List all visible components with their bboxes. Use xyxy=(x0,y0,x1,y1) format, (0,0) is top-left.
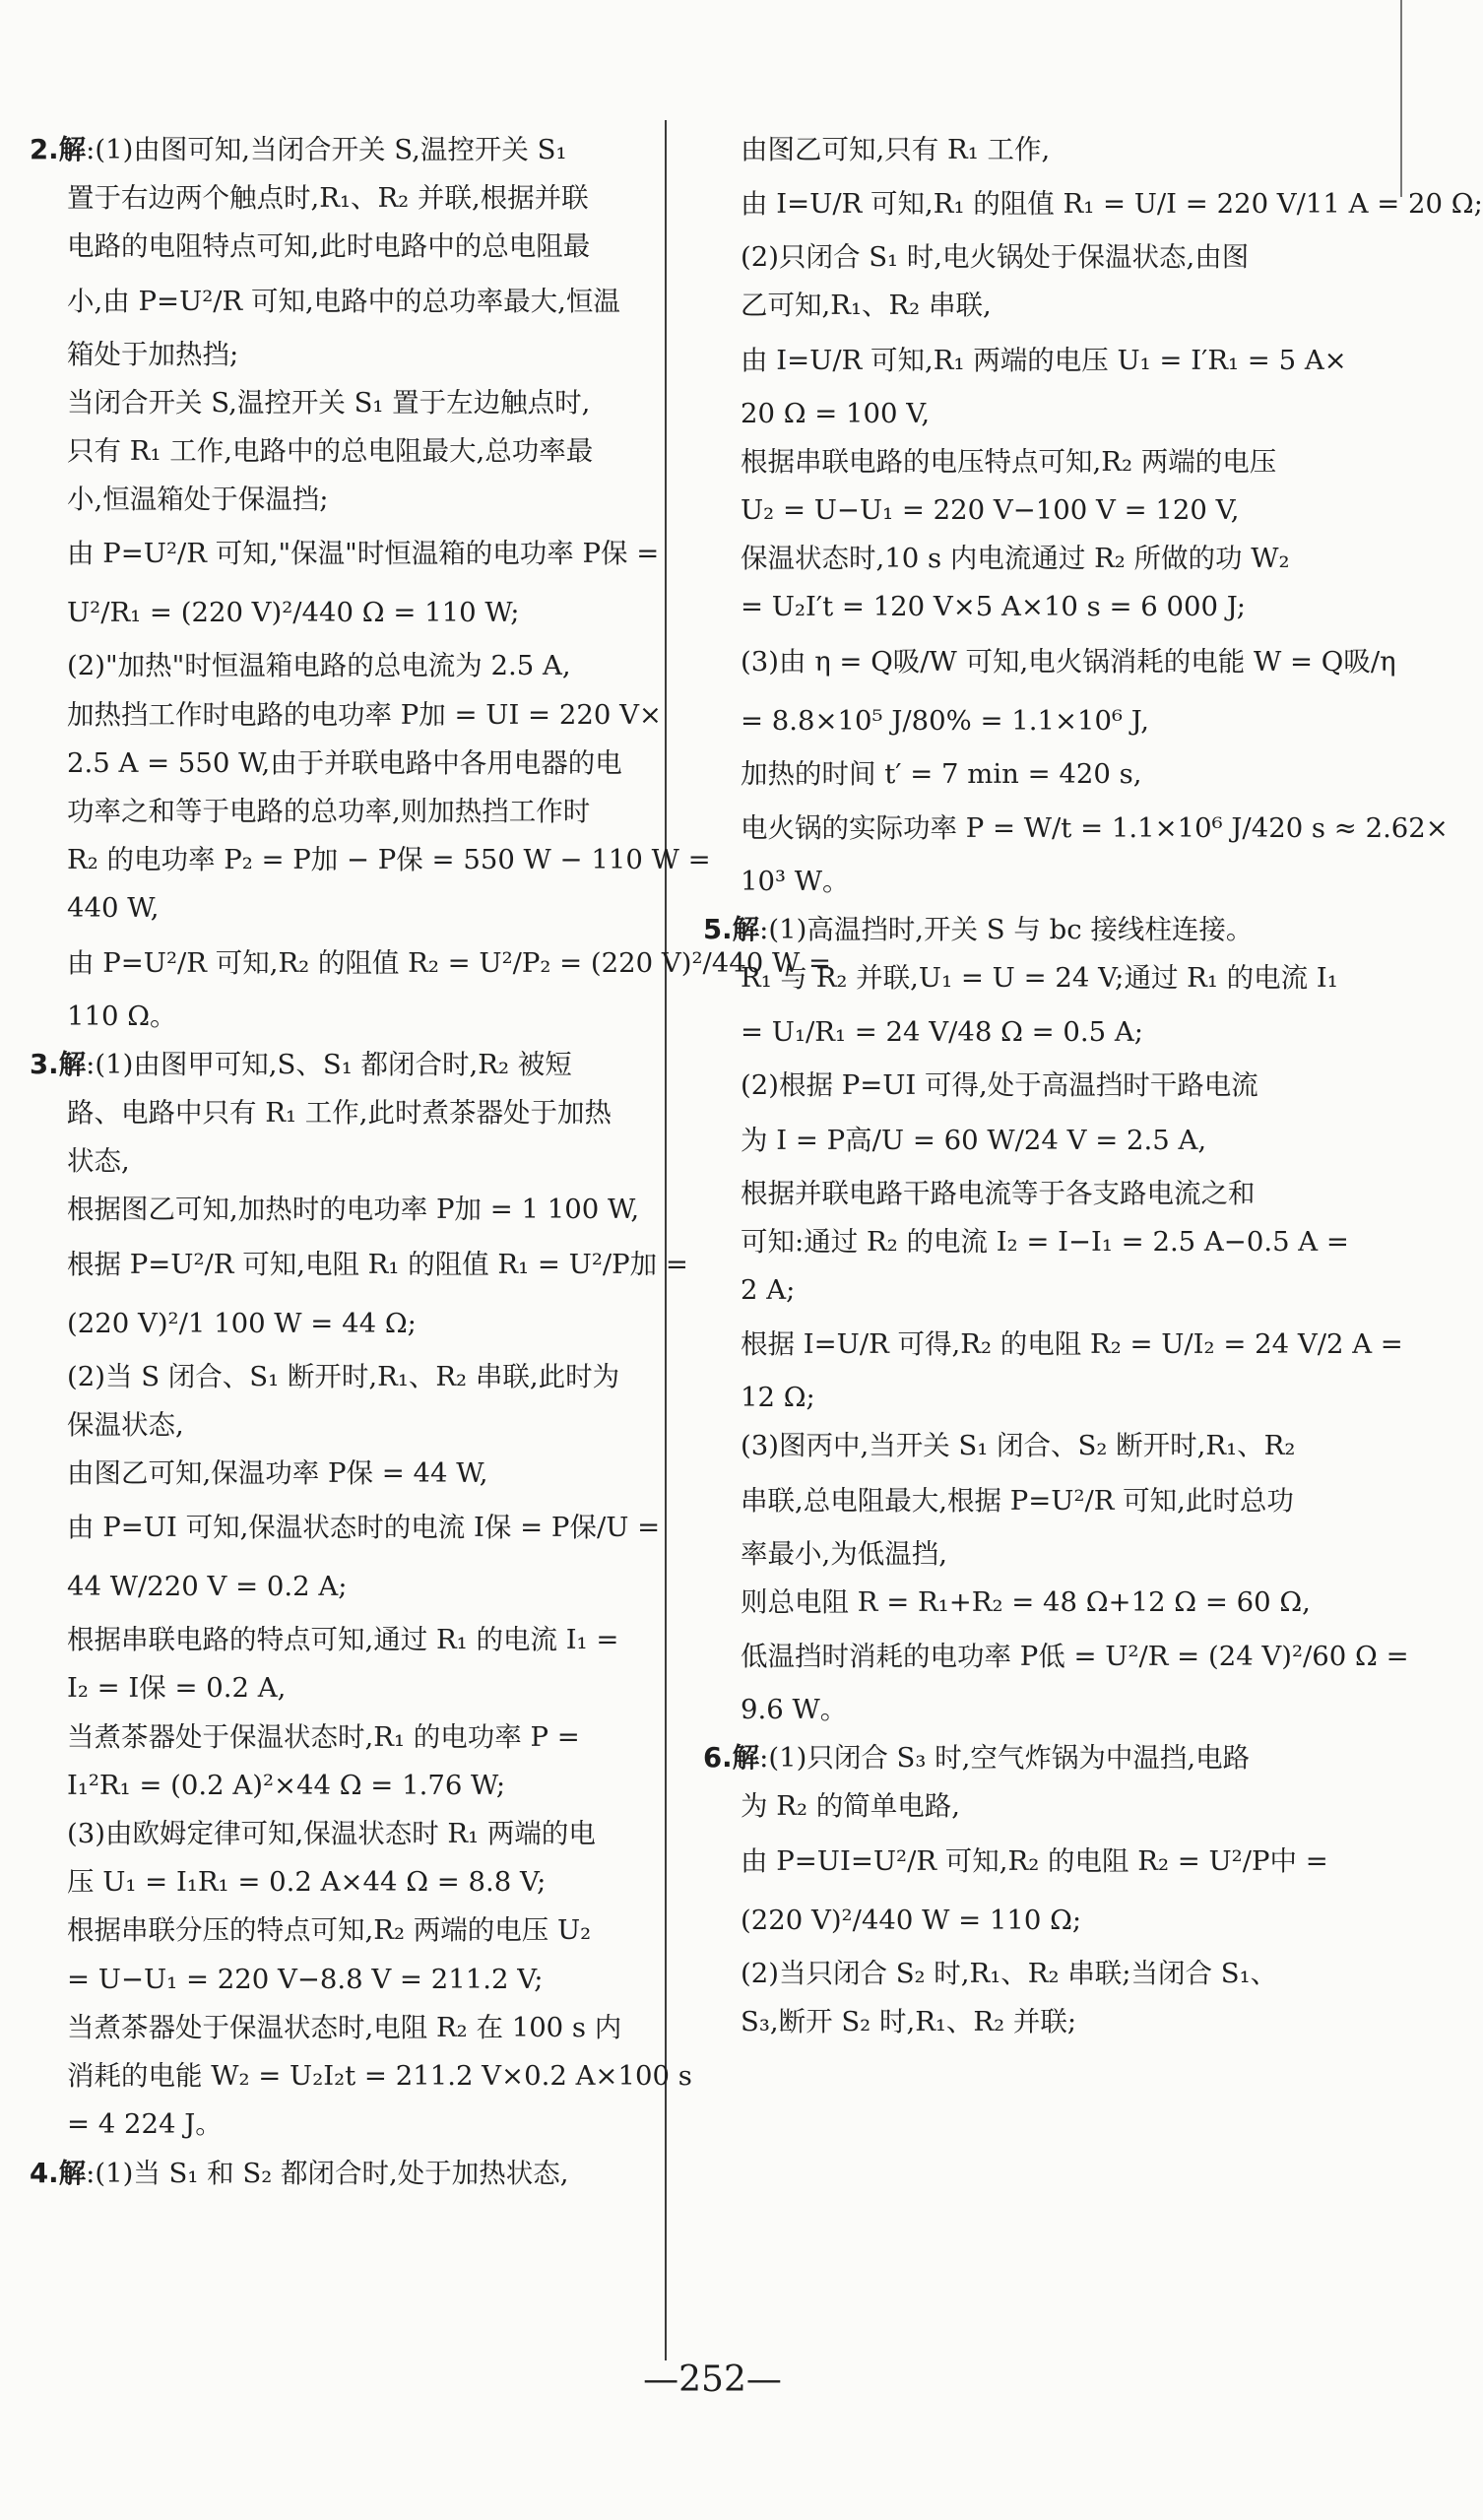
line-text: 由 I=U/R 可知,R₁ 两端的电压 U₁ = I′R₁ = 5 A× xyxy=(741,344,1347,376)
line-text: 110 Ω。 xyxy=(67,1000,177,1032)
line-text: 由 P=UI=U²/R 可知,R₂ 的电阻 R₂ = U²/P中 = xyxy=(741,1844,1328,1877)
line-text: :(1)高温挡时,开关 S 与 bc 接线柱连接。 xyxy=(759,914,1254,946)
line-text: I₂ = I保 = 0.2 A, xyxy=(67,1672,287,1705)
text-line xyxy=(703,691,1288,750)
line-text: 只有 R₁ 工作,电路中的总电阻最大,总功率最 xyxy=(67,435,594,468)
text-line xyxy=(703,1266,1288,1315)
question-number: 2. xyxy=(30,134,59,165)
solution-heading-line xyxy=(703,1734,1288,1782)
line-text: 由图乙可知,保温功率 P保 = 44 W, xyxy=(67,1457,488,1490)
text-line xyxy=(703,954,1338,1002)
line-text: 根据串联电路的特点可知,通过 R₁ 的电流 I₁ = xyxy=(67,1624,619,1656)
text-line xyxy=(30,379,648,427)
text-line xyxy=(30,583,648,642)
question-number: 4. xyxy=(30,2157,59,2189)
line-text: 箱处于加热挡; xyxy=(67,338,239,370)
page-edge-line xyxy=(1400,0,1402,197)
line-text: 路、电路中只有 R₁ 工作,此时煮茶器处于加热 xyxy=(67,1097,612,1130)
text-line xyxy=(30,1557,648,1616)
text-line xyxy=(30,2052,692,2100)
text-line xyxy=(703,1111,1288,1170)
line-text: 低温挡时消耗的电功率 P低 = U²/R = (24 V)²/60 Ω = xyxy=(741,1641,1409,1673)
text-line xyxy=(30,174,648,223)
line-text: :(1)由图甲可知,S、S₁ 都闭合时,R₂ 被短 xyxy=(86,1048,572,1080)
line-text: I₁²R₁ = (0.2 A)²×44 Ω = 1.76 W; xyxy=(67,1769,506,1801)
line-text: 根据串联分压的特点可知,R₂ 两端的电压 U₂ xyxy=(67,1914,592,1947)
line-text: 串联,总电阻最大,根据 P=U²/R 可知,此时总功 xyxy=(741,1484,1294,1517)
text-line xyxy=(703,858,1288,906)
text-line xyxy=(703,1471,1294,1530)
line-text: 根据 P=U²/R 可知,电阻 R₁ 的阻值 R₁ = U²/P加 = xyxy=(67,1248,688,1280)
line-text: U²/R₁ = (220 V)²/440 Ω = 110 W; xyxy=(67,597,520,629)
text-line xyxy=(703,1627,1409,1686)
text-line xyxy=(30,1498,661,1557)
text-line xyxy=(703,1998,1288,2046)
text-line xyxy=(703,233,1288,282)
text-line xyxy=(30,884,648,933)
line-text: (2)当只闭合 S₂ 时,R₁、R₂ 串联;当闭合 S₁、 xyxy=(741,1957,1278,1989)
line-text: 加热挡工作时电路的电功率 P加 = UI = 220 V× xyxy=(67,698,662,731)
line-text: (2)"加热"时恒温箱电路的总电流为 2.5 A, xyxy=(67,650,571,682)
line-text: 小,由 P=U²/R 可知,电路中的总功率最大,恒温 xyxy=(67,285,620,317)
line-text: 保温状态时,10 s 内电流通过 R₂ 所做的功 W₂ xyxy=(741,543,1290,575)
text-line xyxy=(30,2004,648,2052)
text-line xyxy=(30,524,660,583)
text-line xyxy=(703,1832,1328,1891)
line-text: :(1)由图可知,当闭合开关 S,温控开关 S₁ xyxy=(86,134,567,165)
line-text: :(1)只闭合 S₃ 时,空气炸锅为中温挡,电路 xyxy=(759,1742,1251,1775)
line-text: 12 Ω; xyxy=(741,1382,815,1414)
solution-heading-line xyxy=(30,126,648,174)
text-line xyxy=(703,1782,1288,1831)
text-line xyxy=(30,1450,648,1498)
text-line xyxy=(703,1950,1288,1998)
line-text: 当闭合开关 S,温控开关 S₁ 置于左边触点时, xyxy=(67,386,591,419)
text-line xyxy=(703,1170,1288,1218)
question-number: 3. xyxy=(30,1048,59,1080)
line-text: 状态, xyxy=(67,1145,130,1178)
text-line xyxy=(703,1530,1288,1579)
line-text: 10³ W。 xyxy=(741,865,850,897)
line-text: (3)图丙中,当开关 S₁ 闭合、S₂ 断开时,R₁、R₂ xyxy=(741,1430,1296,1462)
text-line xyxy=(30,272,648,331)
line-text: 率最小,为低温挡, xyxy=(741,1537,947,1570)
line-text: (2)当 S 闭合、S₁ 断开时,R₁、R₂ 串联,此时为 xyxy=(67,1360,620,1392)
line-text: 由 P=U²/R 可知,"保温"时恒温箱的电功率 P保 = xyxy=(67,538,660,570)
solution-label: 解 xyxy=(732,914,760,946)
line-text: 电路的电阻特点可知,此时电路中的总电阻最 xyxy=(67,230,591,263)
text-line xyxy=(703,583,1288,631)
line-text: 20 Ω = 100 V, xyxy=(741,397,931,429)
text-line xyxy=(30,331,648,379)
text-line xyxy=(703,799,1449,858)
line-text: 为 R₂ 的简单电路, xyxy=(741,1790,960,1823)
text-line xyxy=(30,1294,648,1353)
line-text: 消耗的电能 W₂ = U₂I₂t = 211.2 V×0.2 A×100 s xyxy=(67,2060,692,2093)
line-text: 则总电阻 R = R₁+R₂ = 48 Ω+12 Ω = 60 Ω, xyxy=(741,1585,1311,1618)
text-line xyxy=(30,1353,648,1401)
line-text: 小,恒温箱处于保温挡; xyxy=(67,484,329,516)
text-line xyxy=(30,1616,648,1664)
line-text: 2.5 A = 550 W,由于并联电路中各用电器的电 xyxy=(67,746,622,779)
text-line xyxy=(703,390,1288,438)
line-text: 乙可知,R₁、R₂ 串联, xyxy=(741,290,992,322)
line-text: 44 W/220 V = 0.2 A; xyxy=(67,1571,348,1603)
text-line xyxy=(703,126,1288,174)
solution-heading-line xyxy=(30,2150,648,2198)
line-text: 根据串联电路的电压特点可知,R₂ 两端的电压 xyxy=(741,445,1277,478)
text-line xyxy=(703,1891,1288,1950)
line-text: 440 W, xyxy=(67,892,160,925)
text-line xyxy=(30,1186,648,1234)
text-line xyxy=(30,1810,648,1858)
text-line xyxy=(703,1315,1403,1374)
text-line xyxy=(703,632,1396,691)
text-line xyxy=(30,1713,648,1762)
line-text: 保温状态, xyxy=(67,1408,184,1441)
text-line xyxy=(30,1664,648,1712)
line-text: 根据 I=U/R 可得,R₂ 的电阻 R₂ = U/I₂ = 24 V/2 A = xyxy=(741,1328,1403,1361)
text-line xyxy=(30,934,832,993)
line-text: = U₂I′t = 120 V×5 A×10 s = 6 000 J; xyxy=(741,591,1246,623)
line-text: 加热的时间 t′ = 7 min = 420 s, xyxy=(741,757,1142,790)
text-line xyxy=(703,1374,1288,1422)
text-line xyxy=(703,535,1288,583)
line-text: 根据并联电路干路电流等于各支路电流之和 xyxy=(741,1177,1256,1209)
line-text: (2)只闭合 S₁ 时,电火锅处于保温状态,由图 xyxy=(741,241,1250,274)
line-text: 由图乙可知,只有 R₁ 工作, xyxy=(741,134,1051,165)
right-column xyxy=(703,126,1483,2046)
solution-label: 解 xyxy=(732,1742,760,1775)
line-text: 由 P=UI 可知,保温状态时的电流 I保 = P保/U = xyxy=(67,1512,661,1544)
line-text: 压 U₁ = I₁R₁ = 0.2 A×44 Ω = 8.8 V; xyxy=(67,1866,547,1899)
text-line xyxy=(703,1579,1311,1627)
solution-heading-line xyxy=(30,1041,648,1089)
text-line xyxy=(703,282,1288,330)
line-text: 功率之和等于电路的总功率,则加热挡工作时 xyxy=(67,796,591,828)
text-line xyxy=(703,1062,1288,1110)
text-line xyxy=(703,1218,1349,1266)
text-line xyxy=(30,1858,648,1906)
text-line xyxy=(30,1762,648,1810)
text-line xyxy=(30,223,648,271)
line-text: = 8.8×10⁵ J/80% = 1.1×10⁶ J, xyxy=(741,704,1149,737)
line-text: (3)由 η = Q吸/W 可知,电火锅消耗的电能 W = Q吸/η xyxy=(741,645,1396,678)
solution-label: 解 xyxy=(58,2157,87,2189)
line-text: 由 I=U/R 可知,R₁ 的阻值 R₁ = U/I = 220 V/11 A = 20 Ω; xyxy=(741,188,1483,221)
line-text: (220 V)²/440 W = 110 Ω; xyxy=(741,1904,1082,1936)
text-line xyxy=(30,427,648,476)
line-text: S₃,断开 S₂ 时,R₁、R₂ 并联; xyxy=(741,2005,1077,2037)
line-text: 根据图乙可知,加热时的电功率 P加 = 1 100 W, xyxy=(67,1194,640,1226)
text-line xyxy=(30,740,648,788)
line-text: (3)由欧姆定律可知,保温状态时 R₁ 两端的电 xyxy=(67,1818,596,1850)
line-text: (220 V)²/1 100 W = 44 Ω; xyxy=(67,1307,417,1339)
text-line xyxy=(30,1906,648,1955)
text-line xyxy=(30,1137,648,1186)
line-text: 当煮茶器处于保温状态时,电阻 R₂ 在 100 s 内 xyxy=(67,2011,622,2043)
line-text: (2)根据 P=UI 可得,处于高温挡时干路电流 xyxy=(741,1069,1258,1102)
page-number: —252— xyxy=(643,2359,782,2400)
text-line xyxy=(703,750,1288,799)
text-line xyxy=(30,1956,648,2004)
line-text: 电火锅的实际功率 P = W/t = 1.1×10⁶ J/420 s ≈ 2.62× xyxy=(741,811,1449,844)
line-text: = U₁/R₁ = 24 V/48 Ω = 0.5 A; xyxy=(741,1016,1144,1049)
solution-label: 解 xyxy=(58,134,87,165)
line-text: 2 A; xyxy=(741,1274,796,1307)
line-text: R₂ 的电功率 P₂ = P加 − P保 = 550 W − 110 W = xyxy=(67,844,711,876)
text-line xyxy=(703,438,1288,486)
text-line xyxy=(30,1089,648,1137)
line-text: 由 P=U²/R 可知,R₂ 的阻值 R₂ = U²/P₂ = (220 V)²/440 W = xyxy=(67,946,832,979)
text-line xyxy=(703,1686,1288,1734)
text-line xyxy=(30,788,648,836)
line-text: = 4 224 J。 xyxy=(67,2108,223,2141)
line-text: 可知:通过 R₂ 的电流 I₂ = I−I₁ = 2.5 A−0.5 A = xyxy=(741,1225,1349,1258)
line-text: = U−U₁ = 220 V−8.8 V = 211.2 V; xyxy=(67,1963,544,1995)
line-text: 置于右边两个触点时,R₁、R₂ 并联,根据并联 xyxy=(67,182,589,215)
line-text: :(1)当 S₁ 和 S₂ 都闭合时,处于加热状态, xyxy=(86,2157,569,2189)
text-line xyxy=(30,1401,648,1450)
line-text: U₂ = U−U₁ = 220 V−100 V = 120 V, xyxy=(741,494,1240,527)
line-text: 为 I = P高/U = 60 W/24 V = 2.5 A, xyxy=(741,1124,1207,1156)
text-line xyxy=(703,486,1288,535)
text-line xyxy=(30,2100,648,2149)
solution-heading-line xyxy=(703,906,1288,954)
text-line xyxy=(30,476,648,524)
text-line xyxy=(703,174,1483,233)
text-line xyxy=(703,1422,1296,1470)
text-line xyxy=(30,642,648,690)
text-line xyxy=(703,331,1347,390)
text-line xyxy=(30,836,711,884)
text-line xyxy=(30,1235,688,1294)
text-line xyxy=(703,1002,1288,1062)
line-text: R₁ 与 R₂ 并联,U₁ = U = 24 V;通过 R₁ 的电流 I₁ xyxy=(741,962,1338,995)
line-text: 当煮茶器处于保温状态时,R₁ 的电功率 P = xyxy=(67,1720,580,1753)
text-line xyxy=(30,691,662,740)
solution-label: 解 xyxy=(58,1048,87,1080)
text-line xyxy=(30,993,648,1041)
line-text: 9.6 W。 xyxy=(741,1694,848,1726)
question-number: 5. xyxy=(703,914,733,946)
question-number: 6. xyxy=(703,1742,733,1775)
